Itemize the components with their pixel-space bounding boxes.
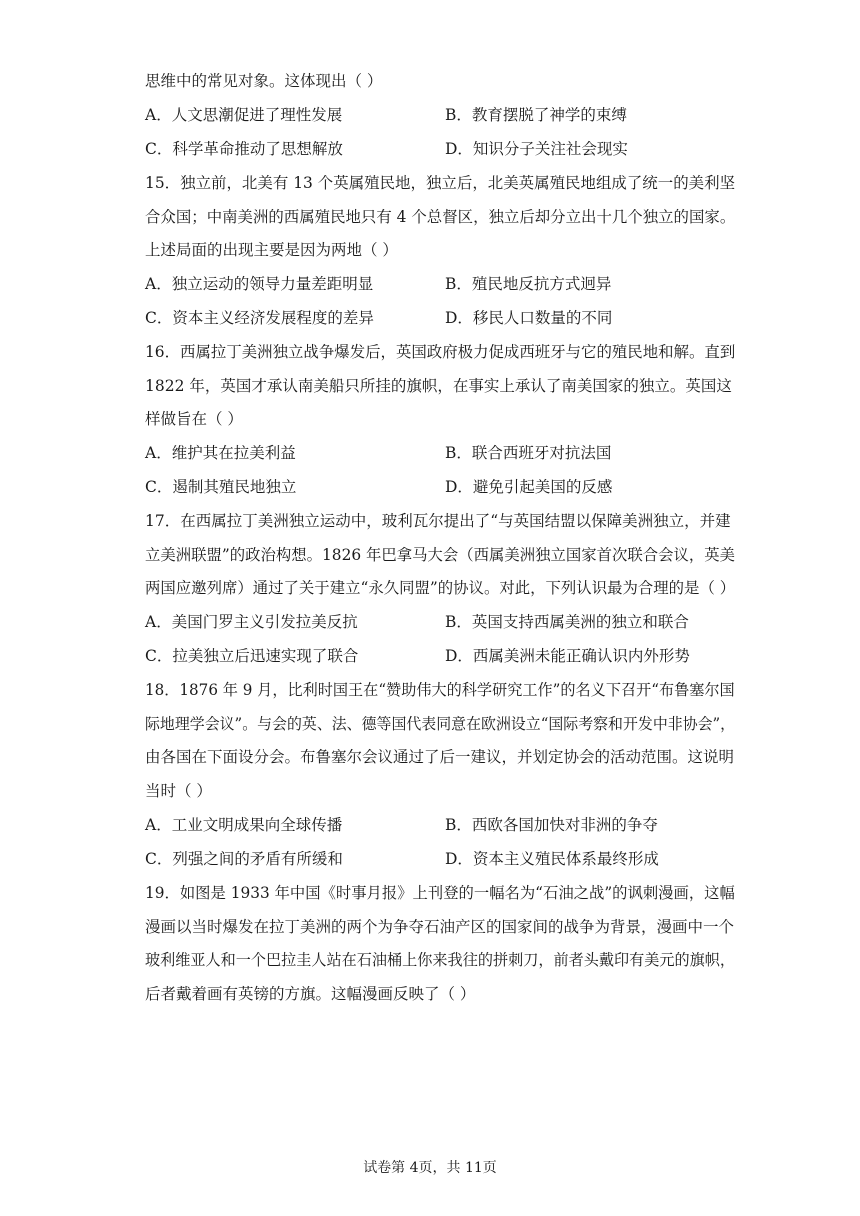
q16-option-d: D．避免引起美国的反感	[445, 478, 613, 496]
lead-line: 思维中的常见对象。这体现出（ ）	[145, 72, 383, 90]
q19-line-4: 后者戴着画有英镑的方旗。这幅漫画反映了（ ）	[145, 985, 476, 1003]
q16-option-b: B．联合西班牙对抗法国	[445, 444, 612, 462]
q15-option-b: B．殖民地反抗方式迥异	[445, 275, 612, 293]
q18-line-3: 由各国在下面设分会。布鲁塞尔会议通过了后一建议，并划定协会的活动范围。这说明	[145, 748, 735, 766]
q16-line-3: 样做旨在（ ）	[145, 410, 243, 428]
q16-line-1: 16．西属拉丁美洲独立战争爆发后，英国政府极力促成西班牙与它的殖民地和解。直到	[145, 343, 736, 361]
q17-line-1: 17．在西属拉丁美洲独立运动中，玻利瓦尔提出了“与英国结盟以保障美洲独立，并建	[145, 512, 731, 530]
q19-line-3: 玻利维亚人和一个巴拉圭人站在石油桶上你来我往的拼刺刀，前者头戴印有美元的旗帜，	[145, 951, 736, 969]
q16-line-2: 1822 年，英国才承认南美船只所挂的旗帜，在事实上承认了南美国家的独立。英国这	[145, 377, 732, 395]
q17-option-d: D．西属美洲未能正确认识内外形势	[445, 647, 690, 665]
q19-line-1: 19．如图是 1933 年中国《时事月报》上刊登的一幅名为“石油之战”的讽刺漫画，这幅	[145, 884, 735, 902]
q17-line-2: 立美洲联盟”的政治构想。1826 年巴拿马大会（西属美洲独立国家首次联合会议，英美	[145, 546, 736, 564]
q19-line-2: 漫画以当时爆发在拉丁美洲的两个为争夺石油产区的国家间的战争为背景，漫画中一个	[145, 918, 735, 936]
q17-line-3: 两国应邀列席）通过了关于建立“永久同盟”的协议。对此，下列认识最为合理的是（ ）	[145, 579, 736, 597]
q18-option-d: D．资本主义殖民体系最终形成	[445, 850, 659, 868]
q15-option-a: A．独立运动的领导力量差距明显	[145, 275, 374, 293]
q15-option-c: C．资本主义经济发展程度的差异	[145, 309, 374, 327]
q16-option-c: C．遏制其殖民地独立	[145, 478, 297, 496]
lead-option-b: B．教育摆脱了神学的束缚	[445, 106, 627, 124]
q15-line-3: 上述局面的出现主要是因为两地（ ）	[145, 241, 398, 259]
q18-option-c: C．列强之间的矛盾有所缓和	[145, 850, 343, 868]
q17-option-b: B．英国支持西属美洲的独立和联合	[445, 613, 689, 631]
q17-option-a: A．美国门罗主义引发拉美反抗	[145, 613, 358, 631]
lead-option-d: D．知识分子关注社会现实	[445, 140, 628, 158]
lead-option-a: A．人文思潮促进了理性发展	[145, 106, 343, 124]
q17-option-c: C．拉美独立后迅速实现了联合	[145, 647, 359, 665]
q18-line-2: 际地理学会议”。与会的英、法、德等国代表同意在欧洲设立“国际考察和开发中非协会”，	[145, 715, 736, 733]
q18-option-b: B．西欧各国加快对非洲的争夺	[445, 816, 658, 834]
q15-line-2: 合众国；中南美洲的西属殖民地只有 4 个总督区，独立后却分立出十几个独立的国家。	[145, 208, 736, 226]
q18-line-1: 18．1876 年 9 月，比利时国王在“赞助伟大的科学研究工作”的名义下召开“布鲁塞尔国	[145, 681, 735, 699]
q16-option-a: A．维护其在拉美利益	[145, 444, 296, 462]
lead-option-c: C．科学革命推动了思想解放	[145, 140, 343, 158]
q15-option-d: D．移民人口数量的不同	[445, 309, 613, 327]
q18-option-a: A．工业文明成果向全球传播	[145, 816, 343, 834]
q18-line-4: 当时（ ）	[145, 782, 212, 800]
q15-line-1: 15．独立前，北美有 13 个英属殖民地，独立后，北美英属殖民地组成了统一的美利坚	[145, 174, 736, 192]
page-footer: 试卷第 4页，共 11页	[363, 1160, 497, 1176]
